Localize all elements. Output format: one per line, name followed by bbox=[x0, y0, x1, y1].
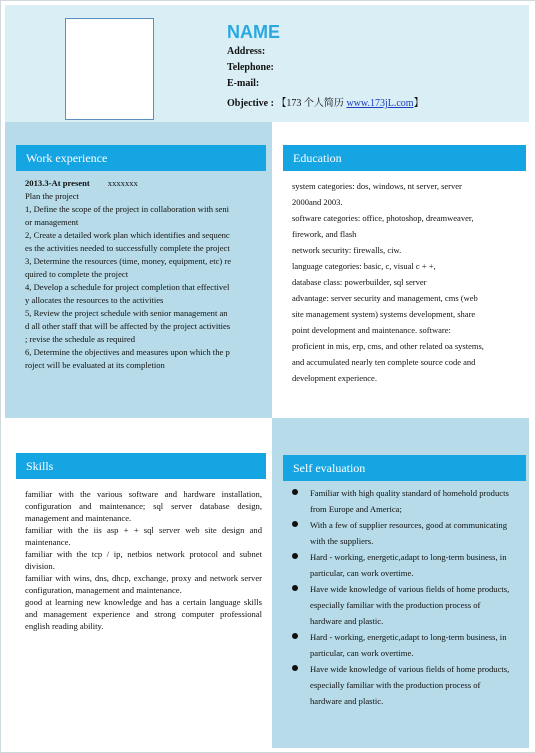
work-experience-heading: Work experience bbox=[16, 145, 266, 171]
work-period-line bbox=[25, 177, 265, 190]
work-period-extra: xxxxxxx bbox=[107, 178, 138, 188]
self-evaluation-text: Familiar with high quality standard of homehold products from Europe and America; bbox=[310, 488, 509, 514]
education-line: site management system) systems development, share bbox=[292, 309, 476, 319]
candidate-name: NAME bbox=[227, 22, 280, 42]
work-line: quired to complete the project bbox=[25, 269, 129, 279]
self-evaluation-text: With a few of supplier resources, good at communicating with the suppliers. bbox=[310, 520, 508, 546]
work-line: 6, Determine the objectives and measures upon which the p bbox=[25, 347, 230, 357]
objective-text: 【173 个人简历 bbox=[276, 98, 344, 109]
work-line: d all other staff that will be affected by the project activities bbox=[25, 321, 231, 331]
education-line: and accumulated nearly ten complete source code and bbox=[292, 357, 476, 367]
telephone-line bbox=[227, 62, 274, 73]
education-line: advantage: server security and management, cms (web bbox=[292, 293, 478, 303]
work-line: 1, Define the scope of the project in collaboration with seni bbox=[25, 204, 230, 214]
work-line: 2, Create a detailed work plan which identifies and sequenc bbox=[25, 230, 230, 240]
work-line: 5, Review the project schedule with senior management an bbox=[25, 308, 228, 318]
telephone-label: Telephone: bbox=[227, 62, 274, 73]
skills-paragraph: familiar with wins, dns, dhcp, exchange, proxy and network server configuration, management and maintenance. bbox=[25, 573, 262, 595]
education-line: point development and maintenance. software: bbox=[292, 325, 451, 335]
bullet-icon bbox=[292, 521, 298, 527]
email-line bbox=[227, 78, 259, 89]
photo-placeholder bbox=[65, 18, 154, 120]
education-line: database class: powerbuilder, sql server bbox=[292, 277, 427, 287]
bullet-icon bbox=[292, 633, 298, 639]
work-line: es the activities needed to successfully complete the project bbox=[25, 243, 230, 253]
work-line: 3, Determine the resources (time, money, equipment, etc) re bbox=[25, 256, 232, 266]
objective-label: Objective : bbox=[227, 98, 274, 109]
skills-paragraph: familiar with the iis asp + + sql server web site design and maintenance. bbox=[25, 525, 262, 547]
work-line: or management bbox=[25, 217, 79, 227]
education-line: development experience. bbox=[292, 373, 377, 383]
self-evaluation-text: Hard - working, energetic,adapt to long-term business, in particular, can work overtime. bbox=[310, 632, 507, 658]
bullet-icon bbox=[292, 553, 298, 559]
self-evaluation-text: Have wide knowledge of various fields of home products, especially familiar with the production process of hardware and plastic. bbox=[310, 664, 510, 706]
self-evaluation-item bbox=[290, 581, 512, 629]
work-line: roject will be evaluated at its completion bbox=[25, 360, 165, 370]
self-evaluation-item bbox=[290, 517, 512, 549]
self-evaluation-text: Have wide knowledge of various fields of home products, especially familiar with the production process of hardware and plastic. bbox=[310, 584, 510, 626]
skills-paragraph: familiar with the tcp / ip, netbios network protocol and subnet division. bbox=[25, 549, 262, 571]
education-line: system categories: dos, windows, nt server, server bbox=[292, 181, 462, 191]
self-evaluation-item bbox=[290, 549, 512, 581]
work-line: y allocates the resources to the activities bbox=[25, 295, 164, 305]
education-line: 2000and 2003. bbox=[292, 197, 343, 207]
objective-link[interactable]: www.173jL.com bbox=[346, 98, 414, 109]
work-line: 4, Develop a schedule for project completion that effectivel bbox=[25, 282, 230, 292]
skills-paragraph: familiar with the various software and hardware installation, configuration and maintenance; sql server database design, management and maintenance. bbox=[25, 489, 262, 523]
self-evaluation-text: Hard - working, energetic,adapt to long-term business, in particular, can work overtime. bbox=[310, 552, 507, 578]
education-line: language categories: basic, c, visual c + +, bbox=[292, 261, 436, 271]
self-evaluation-heading: Self evaluation bbox=[283, 455, 526, 481]
self-evaluation-item bbox=[290, 485, 512, 517]
education-line: network security: firewalls, ciw. bbox=[292, 245, 402, 255]
education-heading: Education bbox=[283, 145, 526, 171]
education-line: firework, and flash bbox=[292, 229, 357, 239]
self-evaluation-item bbox=[290, 629, 512, 661]
work-experience-body bbox=[25, 177, 265, 372]
work-period: 2013.3-At present bbox=[25, 178, 90, 188]
email-label: E-mail: bbox=[227, 78, 260, 89]
work-line: ; revise the schedule as required bbox=[25, 334, 136, 344]
education-line: proficient in mis, erp, cms, and other related oa systems, bbox=[292, 341, 484, 351]
self-evaluation-list bbox=[290, 485, 512, 709]
work-line: Plan the project bbox=[25, 191, 79, 201]
skills-body bbox=[25, 488, 262, 632]
bullet-icon bbox=[292, 665, 298, 671]
bullet-icon bbox=[292, 585, 298, 591]
objective-end: 】 bbox=[413, 98, 424, 109]
objective-line bbox=[227, 94, 424, 109]
address-label: Address: bbox=[227, 46, 266, 57]
address-line bbox=[227, 46, 265, 57]
education-line: software categories: office, photoshop, dreamweaver, bbox=[292, 213, 474, 223]
skills-paragraph: good at learning new knowledge and has a certain language skills and management experience and strong computer professional english reading ability. bbox=[25, 597, 262, 631]
skills-heading: Skills bbox=[16, 453, 266, 479]
bullet-icon bbox=[292, 489, 298, 495]
education-body bbox=[292, 178, 524, 386]
self-evaluation-item bbox=[290, 661, 512, 709]
